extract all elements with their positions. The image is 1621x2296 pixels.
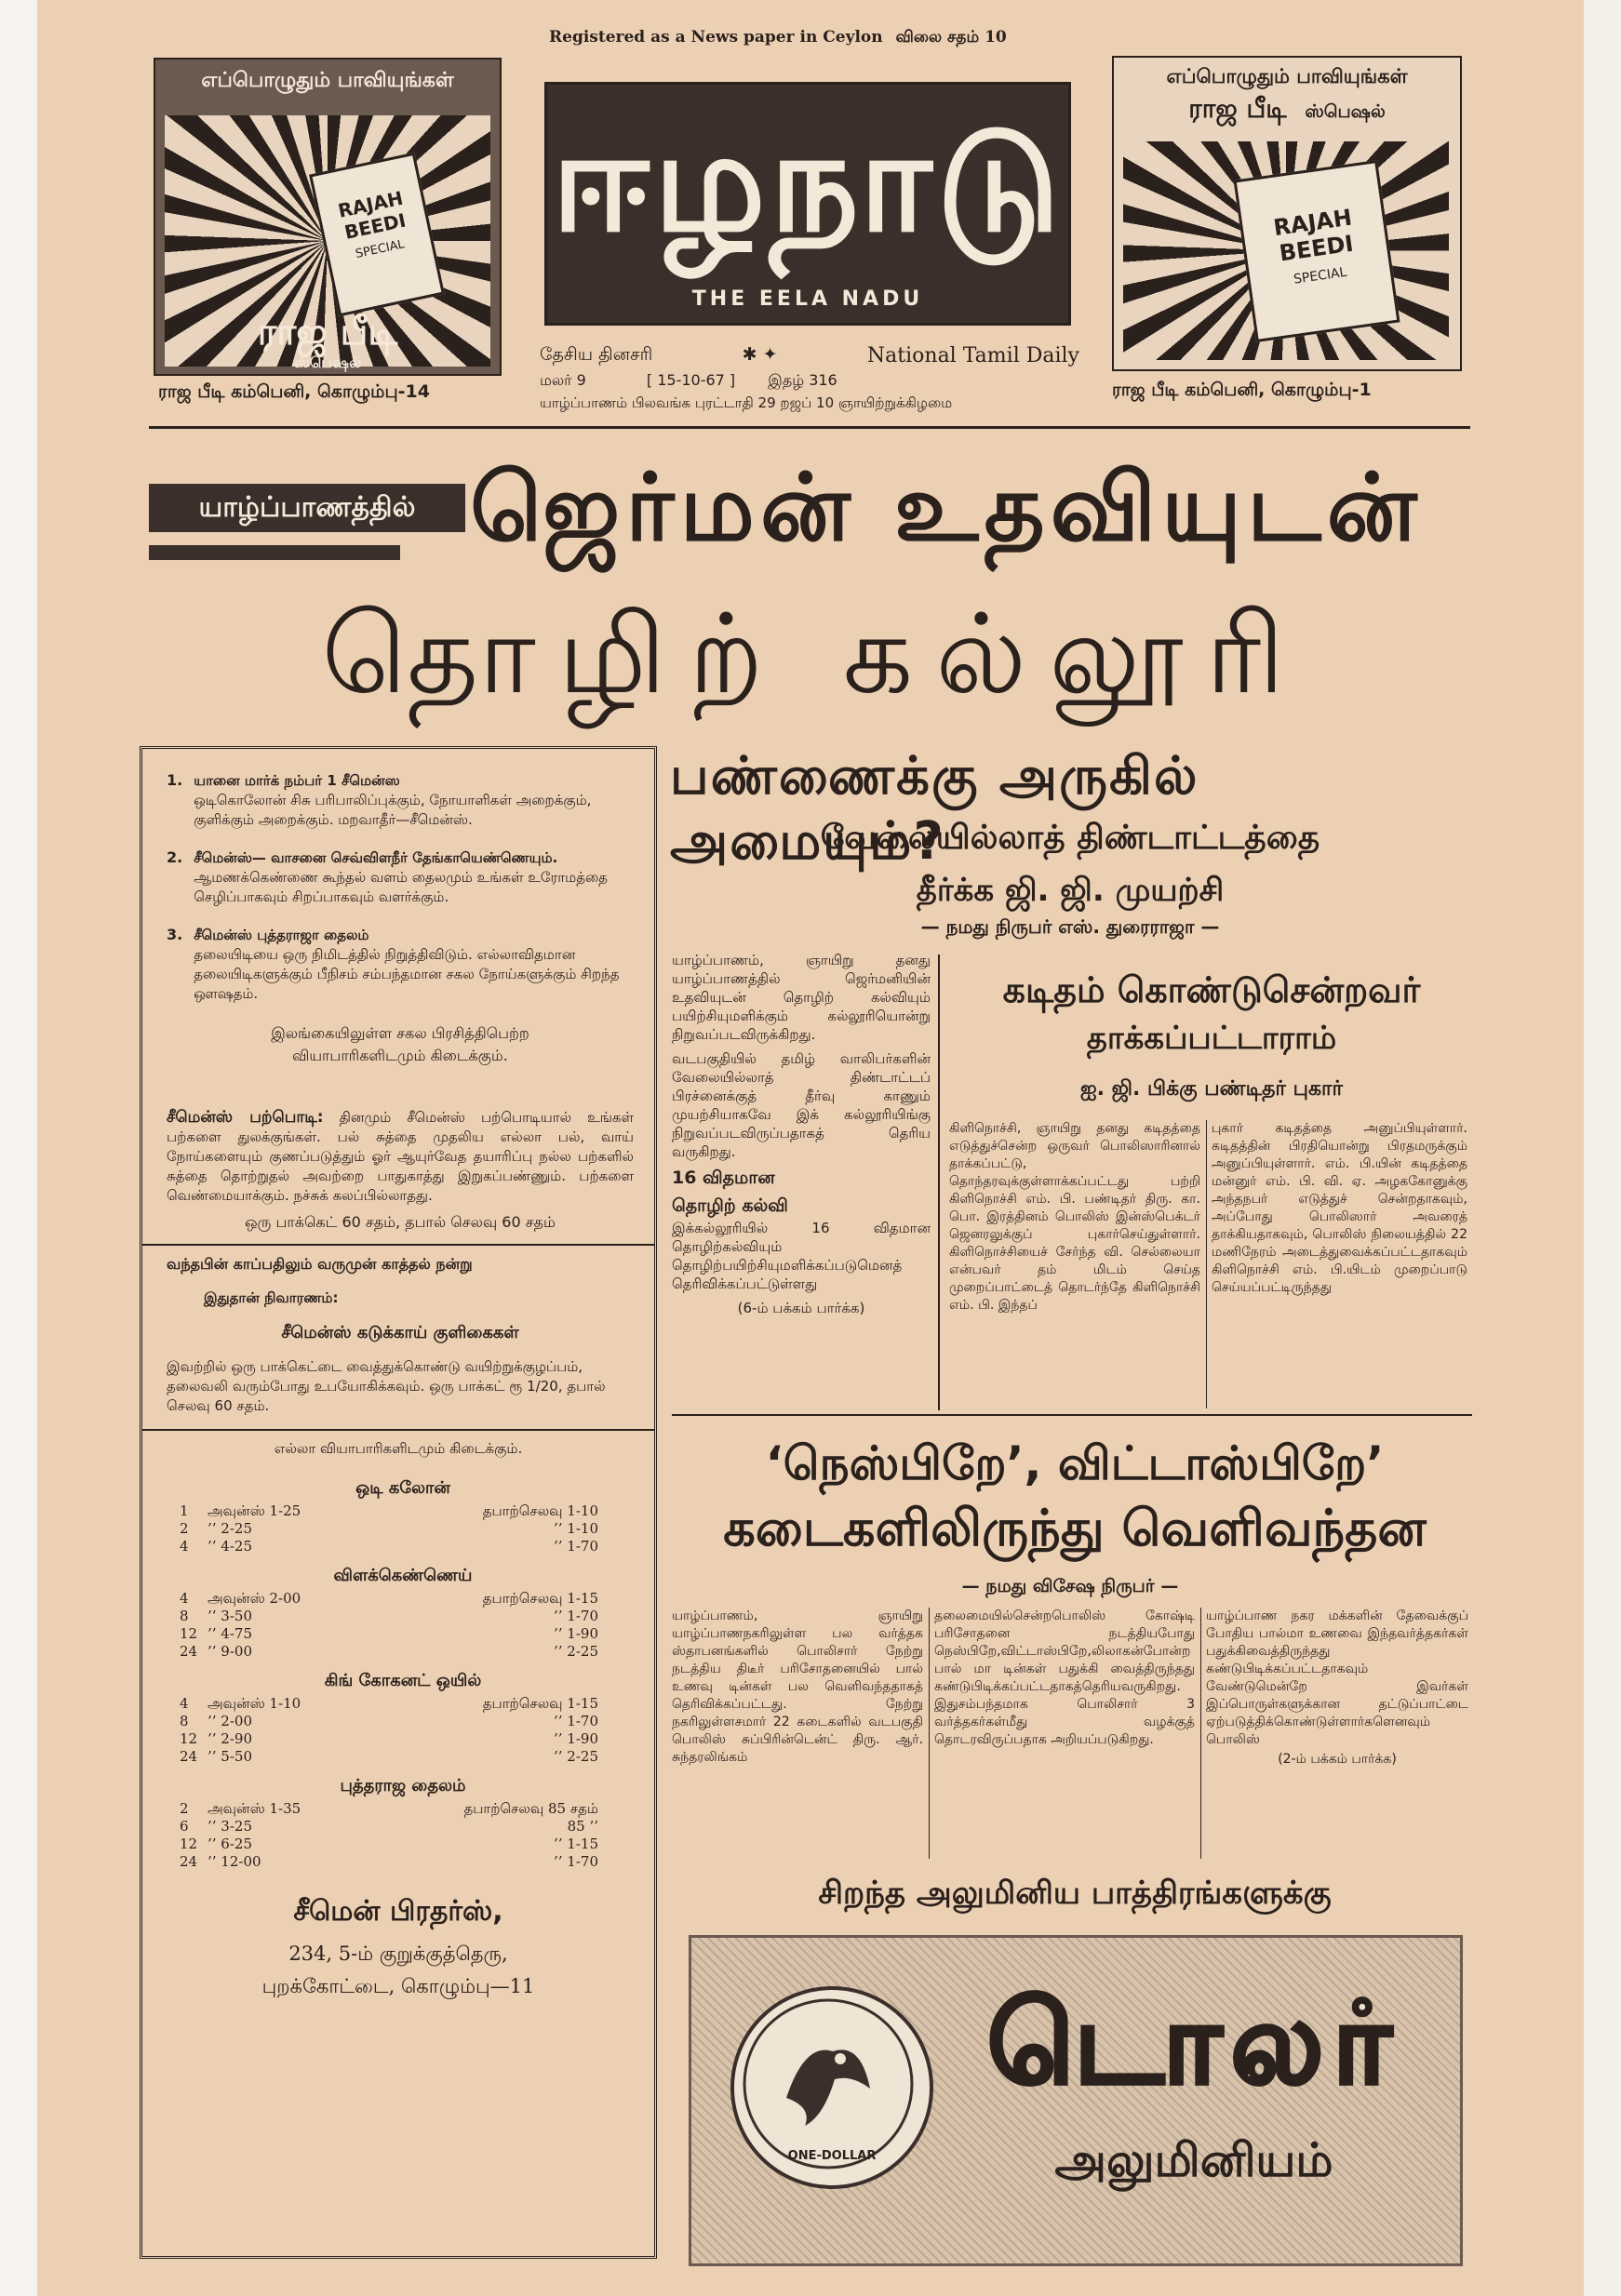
price-table-cell: ’’ 1-70 bbox=[553, 1538, 598, 1555]
registration-line bbox=[549, 28, 1070, 48]
story2-column-1: கிளிநொச்சி, ஞாயிறு தனது கடிதத்தை எடுத்துச்சென்ற ஒருவர் பொலிஸாரினால் தாக்கப்பட்டு, தொந்தரவுக்குள்ளாக்கப்பட்டது பற்றி கிளிநொச்சி எம். பி. பண்டிதர் திரு. கா. பொ. இரத்தினம் பொலிஸ் இன்ஸ்பெக்டர் ஜெனரலுக்குப் புகார்செய்துள்ளார். கிளிநொச்சியைச் சேர்ந்த வி. செல்லையா என்பவர் தம் மிடம் செய்த முறைப்பாட்டைத் தொடர்ந்தே கிளிநொச்சி எம். பி. இந்தப் bbox=[949, 1121, 1200, 1313]
price-table-row bbox=[180, 1643, 626, 1661]
ad-left-company: ராஜ பீடி கம்பெனி, கொழும்பு-14 bbox=[158, 381, 430, 402]
column-rule bbox=[929, 1608, 930, 1859]
price-table-cell: 24 bbox=[180, 1643, 198, 1660]
item-number: 1. bbox=[167, 771, 183, 789]
story3-column-3 bbox=[1206, 1608, 1468, 1769]
headline-line-3: பண்ணைக்கு அருகில் அமையும்? bbox=[670, 746, 1199, 872]
beedi-pack-graphic bbox=[1234, 160, 1400, 342]
masthead-divider bbox=[149, 426, 1470, 429]
story2-title-2: தாக்கப்பட்டாராம் bbox=[1086, 1020, 1337, 1057]
dateline: யாழ்ப்பாணம் பிலவங்க புரட்டாதி 29 றஜப் 10 ஞாயிற்றுக்கிழமை bbox=[540, 394, 953, 411]
price-table-cell: 2 bbox=[180, 1520, 189, 1537]
ad-divider bbox=[142, 1429, 654, 1431]
price-table-cell: ’’ 1-70 bbox=[553, 1853, 598, 1870]
price-table-cell: 2 bbox=[180, 1800, 189, 1817]
price-table-cell: 1 bbox=[180, 1502, 189, 1519]
availability-text: இலங்கையிலுள்ள சகல பிரசித்திபெற்ற வியாபாரிகளிடமும் கிடைக்கும். bbox=[271, 1024, 529, 1064]
price-tables bbox=[142, 1459, 654, 1871]
price-table-cell: ’’ 1-90 bbox=[553, 1625, 598, 1642]
price-table-row bbox=[180, 1695, 626, 1713]
price-table-cell: அவுன்ஸ் 1-35 bbox=[208, 1800, 301, 1817]
price-table-cell: ’’ 12-00 bbox=[208, 1853, 261, 1870]
price-table-cell: ’’ 3-25 bbox=[208, 1818, 253, 1835]
siemens-company: சீமென் பிரதர்ஸ், bbox=[293, 1895, 503, 1928]
item-number: 3. bbox=[167, 926, 183, 943]
siemens-ad bbox=[140, 746, 657, 2259]
eagle-seal-icon bbox=[730, 1986, 933, 2189]
price-table-cell: தபாற்செலவு 1-15 bbox=[482, 1590, 598, 1607]
pills-title: சீமென்ஸ் கடுக்காய் குளிகைகள் bbox=[281, 1323, 519, 1342]
powder-price: ஒரு பாக்கெட் 60 சதம், தபால் செலவு 60 சதம் bbox=[245, 1213, 556, 1231]
proverb: வந்தபின் காப்பதிலும் வருமுன் காத்தல் நன்று bbox=[167, 1255, 473, 1273]
price-table-row bbox=[180, 1748, 626, 1766]
ad-special: ஸ்பெஷல் bbox=[1305, 101, 1386, 122]
pack-sublabel: SPECIAL bbox=[1293, 264, 1348, 287]
price-table-title: கிங் கோகனட் ஒயில் bbox=[324, 1671, 482, 1690]
dealers-text: எல்லா வியாபாரிகளிடமும் கிடைக்கும். bbox=[274, 1440, 523, 1457]
registration-text: Registered as a News paper in Ceylon bbox=[549, 28, 883, 47]
page-margin-left bbox=[0, 0, 37, 2296]
masthead-english-title: THE EELA NADU bbox=[691, 287, 924, 311]
price-table-cell: ’’ 2-00 bbox=[208, 1713, 253, 1729]
price-table-cell: அவுன்ஸ் 1-10 bbox=[208, 1695, 301, 1712]
pack-label: RAJAH BEEDI bbox=[1271, 204, 1356, 267]
price-table-cell: ’’ 2-25 bbox=[208, 1520, 253, 1537]
star-icon: ✱ ✦ bbox=[742, 344, 778, 365]
story3-byline: — நமது விசேஷ நிருபர் — bbox=[961, 1576, 1179, 1596]
headline-line-1: ஜெர்மன் உதவியுடன் bbox=[470, 452, 1423, 562]
price-table-cell: ’’ 1-15 bbox=[553, 1835, 598, 1852]
kicker-underline bbox=[149, 545, 400, 560]
story2-column-2: புகார் கடிதத்தை அனுப்பியுள்ளார். கடிதத்தின் பிரதியொன்று பிரதமருக்கும் அனுப்பியுள்ளார். எம். பி.யின் கடிதத்தை மன்னுர் எம். பி. வி. ஏ. அழககோனுக்கு அந்தநபர் எடுத்துச் சென்றதாகவும், அப்போது பொலிஸார் அவரைத் தாக்கியதாகவும், பொலிஸ் நிலையத்தில் 22 மணிநேரம் அடைத்துவைக்கப்பட்டதாகவும் கிளிநொச்சி எம். பி.யிடம் முறைப்பாடு செய்யப்பட்டிருந்தது bbox=[1212, 1121, 1467, 1295]
item-number: 2. bbox=[167, 848, 183, 866]
item-text: தலையிடியை ஒரு நிமிடத்தில் நிறுத்திவிடும். எல்லாவிதமான தலையிடிகளுக்கும் பீநிசம் சம்பந்தமான சகல நோய்களுக்கும் சிறந்த ஔஷதம். bbox=[194, 946, 620, 1002]
price-table-row bbox=[180, 1800, 626, 1818]
story1-continued: (6-ம் பக்கம் பார்க்க) bbox=[737, 1300, 865, 1316]
price-table-row bbox=[180, 1713, 626, 1730]
price-table-title: புத்தராஜ தைலம் bbox=[340, 1776, 466, 1795]
price-table-cell: 12 bbox=[180, 1625, 198, 1642]
price-text: விலை சதம் 10 bbox=[895, 28, 1007, 47]
item-text: ஒடிகொலோன் சிசு பரிபாலிப்புக்கும், நோயாளிகள் அறைக்கும், குளிக்கும் அறைக்கும். மறவாதீர்—சீமென்ஸ். bbox=[194, 792, 592, 828]
price-table-cell: ’’ 6-25 bbox=[208, 1835, 253, 1852]
price-table-title: விளக்கெண்ணெய் bbox=[333, 1566, 473, 1585]
price-table-row bbox=[180, 1818, 626, 1835]
story3-column-3-text: யாழ்ப்பாண நகர மக்களின் தேவைக்குப் போதிய பால்மா உணவை இந்தவர்த்தகர்கள் பதுக்கிவைத்திருந்தது கண்டுபிடிக்கப்பட்டதாகவும் வேண்டுமென்றே இவர்கள் இப்பொருள்களுக்கான தட்டுப்பாட்டை ஏற்படுத்திக்கொண்டுள்ளார்களெனவும் பொலிஸ் bbox=[1206, 1609, 1468, 1747]
price-table-cell: 12 bbox=[180, 1835, 198, 1852]
story1-subhead: தொழிற் கல்வி bbox=[672, 1195, 788, 1216]
price-table-cell: ’’ 9-00 bbox=[208, 1643, 253, 1660]
daily-tamil: தேசிய தினசரி bbox=[540, 344, 653, 365]
ad-right-company: ராஜ பீடி கம்பெனி, கொழும்பு-1 bbox=[1112, 380, 1372, 400]
dollar-brand: டொலர் bbox=[987, 1980, 1400, 2109]
story2-byline: ஐ. ஜி. பிக்கு பண்டிதர் புகார் bbox=[1079, 1077, 1344, 1101]
price-table-cell: 12 bbox=[180, 1730, 198, 1747]
price-table-cell: ’’ 1-10 bbox=[553, 1520, 598, 1537]
story3-column-2: தலைமையில்சென்றபொலிஸ் கோஷ்டி பரிசோதனை நடத்தியபோது நெஸ்பிறே,விட்டாஸ்பிறே,லிலாகன்போன்ற பால் மா டின்கள் பதுக்கி வைத்திருந்தது கண்டுபிடிக்கப்பட்டதாகத்தெரியவருகிறது. இதுசம்பந்தமாக பொலிசார் 3 வர்த்தகர்கள்மீது வழக்குத் தொடரவிருப்பதாக அறியப்படுகிறது. bbox=[934, 1609, 1195, 1747]
price-table-cell: ’’ 1-70 bbox=[553, 1608, 598, 1624]
price-table-cell: அவுன்ஸ் 1-25 bbox=[208, 1502, 301, 1519]
siemens-address-2: புறக்கோட்டை, கொழும்பு—11 bbox=[261, 1975, 535, 1997]
price-table-cell: ’’ 4-75 bbox=[208, 1625, 253, 1642]
price-table-row bbox=[180, 1502, 626, 1520]
price-table-cell: 24 bbox=[180, 1853, 198, 1870]
remedy-intro: இதுதான் நிவாரணம்: bbox=[204, 1289, 339, 1306]
volume-number: மலர் 9 bbox=[540, 371, 586, 389]
page-margin-right bbox=[1584, 0, 1621, 2296]
price-table-row bbox=[180, 1853, 626, 1871]
daily-english: National Tamil Daily bbox=[866, 344, 1079, 367]
story3-title-1: ‘நெஸ்பிறே’, விட்டாஸ்பிறே’ bbox=[765, 1436, 1385, 1490]
price-table-cell: ’’ 2-90 bbox=[208, 1730, 253, 1747]
headline-kicker: யாழ்ப்பாணத்தில் bbox=[149, 484, 465, 532]
powder-title: சீமென்ஸ் பற்பொடி: bbox=[167, 1108, 324, 1127]
price-table-cell: அவுன்ஸ் 2-00 bbox=[208, 1590, 301, 1607]
item-text: ஆமணக்கெண்ணை கூந்தல் வளம் தைலமும் உங்கள் உரோமத்தை செழிப்பாகவும் சிறப்பாகவும் வளர்க்கும். bbox=[194, 869, 608, 905]
subheadline-2: தீர்க்க ஜி. ஜி. முயற்சி bbox=[916, 872, 1225, 909]
column-rule bbox=[1206, 1120, 1207, 1408]
item-title: சீமென்ஸ் புத்தராஜா தைலம் bbox=[194, 927, 369, 943]
price-table-cell: 4 bbox=[180, 1590, 189, 1607]
powder-text: தினமும் சீமென்ஸ் பற்பொடியால் உங்கள் பற்களை துலக்குங்கள். பல் சுத்தை முதலிய எல்லா பல், வாய் நோய்களையும் குணப்படுத்தும் ஓர் ஆயுர்வேத தயாரிப்பு நல்ல பற்களில் சுத்தை தொற்றுதல் அவற்றை பாதுகாத்து இறுகப்பண்ணும். பற்களை வெண்மையாக்கும். நச்சுக் கலப்பில்லாதது. bbox=[167, 1109, 634, 1204]
pack-label: RAJAH BEEDI bbox=[336, 186, 409, 244]
item-title: சீமென்ஸ்— வாசனை செவ்விளநீர் தேங்காயெண்ணெயும். bbox=[194, 849, 558, 866]
subheadline-1: வேலையில்லாத் திண்டாட்டத்தை bbox=[820, 819, 1320, 857]
price-table-cell: ’’ 5-50 bbox=[208, 1748, 253, 1765]
price-table-cell: ’’ 4-25 bbox=[208, 1538, 253, 1555]
masthead-title-box bbox=[544, 82, 1071, 326]
story1-column bbox=[672, 951, 931, 1317]
seal-text: ONE-DOLLAR bbox=[787, 2149, 877, 2163]
story-divider bbox=[672, 1414, 1472, 1416]
ad-brand: ராஜ பீடி bbox=[257, 311, 398, 354]
story3-column-1: யாழ்ப்பாணம், ஞாயிறு யாழ்ப்பாணநகரிலுள்ள பல வர்த்தக ஸ்தாபனங்களில் பொலிசார் நேற்று நடத்திய திடீர் பரிசோதனையில் பால் உணவு டின்கள் பல வெளிவந்ததாகத் தெரிவிக்கப்பட்டது. நேற்று நகரிலுள்ளசமார் 22 கடைகளில் வடபகுதி பொலிஸ் சுப்பிரின்டென்ட் திரு. ஆர். சுந்தரலிங்கம் bbox=[672, 1609, 923, 1765]
price-table-row bbox=[180, 1590, 626, 1608]
price-table-cell: தபாற்செலவு 1-10 bbox=[482, 1502, 598, 1519]
item-title: யானை மார்க் நம்பர் 1 சீமென்ஸ bbox=[194, 772, 400, 789]
price-table-row bbox=[180, 1625, 626, 1643]
price-table-row bbox=[180, 1835, 626, 1853]
dollar-ad-tagline: சிறந்த அலுமினிய பாத்திரங்களுக்கு bbox=[818, 1875, 1332, 1912]
headline-line-2: தொழிற் கல்லூரி bbox=[321, 590, 1307, 718]
pack-sublabel: SPECIAL bbox=[354, 237, 407, 262]
price-table-cell: ’’ 1-90 bbox=[553, 1730, 598, 1747]
story1-paragraph: யாழ்ப்பாணம், ஞாயிறு தனது யாழ்ப்பாணத்தில் ஜெர்மனியின் உதவியுடன் தொழிற் கல்வியும் பயிற்சியுமளிக்கும் கல்லூரியொன்று நிறுவப்படவிருக்கிறது. bbox=[672, 952, 931, 1043]
pills-text: இவற்றில் ஒரு பாக்கெட்டை வைத்துக்கொண்டு வயிற்றுக்குழப்பம், தலைவலி வரும்போது உபயோகிக்கவும். ஒரு பாக்கட் ரூ 1/20, தபால் செலவு 60 சதம். bbox=[167, 1358, 606, 1414]
price-table-cell: 24 bbox=[180, 1748, 198, 1765]
price-table-cell: ’’ 2-25 bbox=[553, 1748, 598, 1765]
price-table-row bbox=[180, 1608, 626, 1625]
story1-subhead: 16 விதமான bbox=[672, 1168, 775, 1188]
price-table-cell: 4 bbox=[180, 1695, 189, 1712]
masthead-info bbox=[540, 344, 1079, 413]
price-table-cell: தபாற்செலவு 1-15 bbox=[482, 1695, 598, 1712]
price-table-cell: 85 ’’ bbox=[567, 1818, 598, 1835]
ad-brand: ராஜ பீடி bbox=[1188, 93, 1287, 124]
price-table-cell: 8 bbox=[180, 1608, 189, 1624]
masthead-title: ஈழநாடு bbox=[551, 101, 1065, 263]
price-table-cell: ’’ 2-25 bbox=[553, 1643, 598, 1660]
siemens-address-1: 234, 5-ம் குறுக்குத்தெரு, bbox=[288, 1942, 508, 1965]
date-code: [ 15-10-67 ] bbox=[646, 371, 736, 389]
price-table-row bbox=[180, 1538, 626, 1555]
price-table-cell: ’’ 1-70 bbox=[553, 1713, 598, 1729]
price-table-cell: ’’ 3-50 bbox=[208, 1608, 253, 1624]
story3-title-2: கடைகளிலிருந்து வெளிவந்தன bbox=[723, 1499, 1427, 1557]
price-table-cell: தபாற்செலவு 85 சதம் bbox=[463, 1800, 598, 1817]
story3-continued: (2-ம் பக்கம் பார்க்க) bbox=[1278, 1752, 1397, 1767]
rajah-beedi-ad-left bbox=[154, 58, 502, 376]
price-table-cell: 8 bbox=[180, 1713, 189, 1729]
ad-tagline: எப்பொழுதும் பாவியுங்கள் bbox=[1166, 65, 1408, 87]
ad-special: ஸ்பெஷல் bbox=[293, 354, 362, 371]
price-table-cell: 4 bbox=[180, 1538, 189, 1555]
issue-number: இதழ் 316 bbox=[768, 371, 837, 389]
price-table-row bbox=[180, 1520, 626, 1538]
column-rule bbox=[938, 954, 940, 1410]
dollar-aluminium-ad bbox=[689, 1935, 1463, 2266]
price-table-title: ஒடி கலோன் bbox=[355, 1478, 450, 1498]
price-table-cell: 6 bbox=[180, 1818, 189, 1835]
story1-paragraph: இக்கல்லூரியில் 16 விதமான தொழிற்கல்வியும் தொழிற்பயிற்சியுமளிக்கப்படுமெனத் தெரிவிக்கப்பட்டுள்ளது bbox=[672, 1220, 931, 1292]
dollar-product: அலுமினியம் bbox=[1054, 2133, 1333, 2187]
column-rule bbox=[1200, 1608, 1201, 1859]
price-table-row bbox=[180, 1730, 626, 1748]
headline-byline: — நமது நிருபர் எஸ். துரைராஜா — bbox=[920, 915, 1220, 938]
ad-tagline: எப்பொழுதும் பாவியுங்கள் bbox=[201, 69, 454, 92]
story2-title-1: கடிதம் கொண்டுசென்றவர் bbox=[1002, 969, 1421, 1010]
story1-paragraph: வடபகுதியில் தமிழ் வாலிபர்களின் வேலையில்லாத் திண்டாட்டப் பிரச்னைக்குத் தீர்வு காணும் முயற்சியாகவே இக் கல்லூரியிங்கு நிறுவப்படவிருப்பதாகத் தெரிய வருகிறது. bbox=[672, 1050, 931, 1160]
rajah-beedi-ad-right bbox=[1112, 56, 1462, 371]
